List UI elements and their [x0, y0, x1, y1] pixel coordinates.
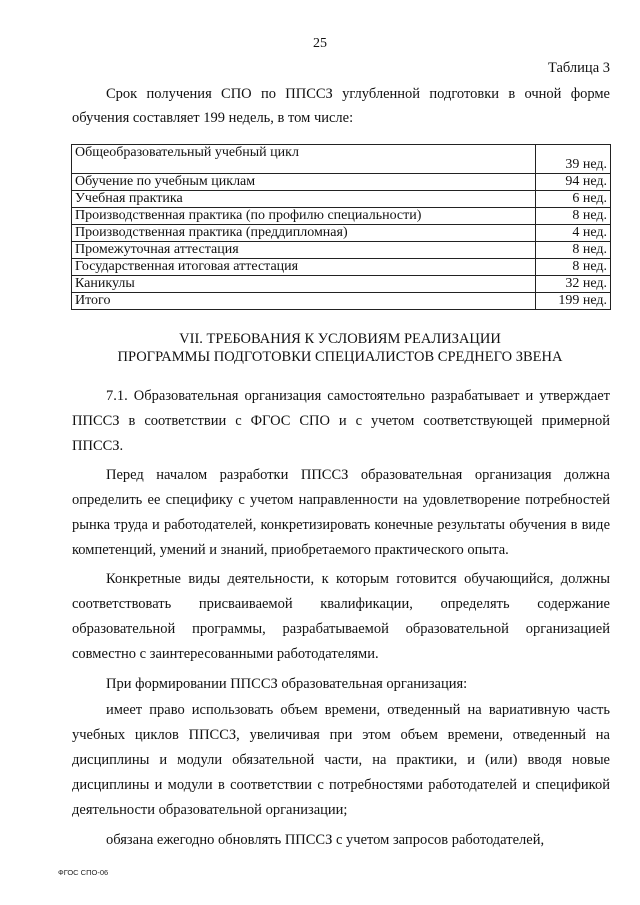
- row-name: Итого: [72, 293, 536, 310]
- page-number: 25: [313, 36, 327, 51]
- row-value: 8 нед.: [536, 259, 611, 276]
- row-name: Производственная практика (по профилю специальности): [72, 208, 536, 225]
- row-value: 199 нед.: [536, 293, 611, 310]
- section-title-line-2: ПРОГРАММЫ ПОДГОТОВКИ СПЕЦИАЛИСТОВ СРЕДНЕГО ЗВЕНА: [117, 349, 563, 365]
- row-value: 8 нед.: [536, 242, 611, 259]
- row-name: Учебная практика: [72, 191, 536, 208]
- table-row: [72, 225, 611, 242]
- row-name: Обучение по учебным циклам: [72, 174, 536, 191]
- row-value: 94 нед.: [536, 174, 611, 191]
- intro-paragraph: Срок получения СПО по ППССЗ углубленной подготовки в очной форме обучения составляет 199 недель, в том числе:: [72, 86, 610, 126]
- paragraph: Конкретные виды деятельности, к которым готовится обучающийся, должны соответствовать присваиваемой квалификации, определять содержание образовательной программы, разрабатываемой образовательной организацией совместно с заинтересованными работодателями.: [72, 571, 610, 662]
- table-row: [72, 276, 611, 293]
- paragraph: имеет право использовать объем времени, отведенный на вариативную часть учебных циклов ППССЗ, увеличивая при этом объем времени, отведенный на дисциплины и модули обязательной части, на практики, и (или) вводя новые дисциплины и модули в соответствии с потребностями работодателей и спецификой деятельности образовательной организации;: [72, 702, 610, 818]
- row-name: Промежуточная аттестация: [72, 242, 536, 259]
- section-title-line-1: VII. ТРЕБОВАНИЯ К УСЛОВИЯМ РЕАЛИЗАЦИИ: [179, 331, 501, 347]
- table-row: [72, 242, 611, 259]
- row-name: Государственная итоговая аттестация: [72, 259, 536, 276]
- table-row: [72, 191, 611, 208]
- table-label: Таблица 3: [547, 60, 610, 76]
- row-value: 39 нед.: [536, 145, 611, 174]
- paragraph: 7.1. Образовательная организация самостоятельно разрабатывает и утверждает ППССЗ в соответствии с ФГОС СПО и с учетом соответствующей примерной ППССЗ.: [72, 388, 610, 454]
- row-value: 32 нед.: [536, 276, 611, 293]
- row-value: 8 нед.: [536, 208, 611, 225]
- weeks-table: [71, 144, 611, 310]
- paragraph: При формировании ППССЗ образовательная организация:: [106, 676, 468, 692]
- section-title: [0, 330, 640, 366]
- paragraph: Перед началом разработки ППССЗ образовательная организация должна определить ее специфику с учетом направленности на удовлетворение потребностей рынка труда и работодателей, конкретизировать конечные результаты обучения в виде компетенций, умений и знаний, приобретаемого практического опыта.: [72, 467, 610, 558]
- footer-code: ФГОС СПО-06: [58, 868, 109, 877]
- table-row: [72, 259, 611, 276]
- table-row: [72, 174, 611, 191]
- row-value: 4 нед.: [536, 225, 611, 242]
- row-name: Общеобразовательный учебный цикл: [72, 145, 536, 174]
- row-name: Каникулы: [72, 276, 536, 293]
- table-row: [72, 208, 611, 225]
- row-value: 6 нед.: [536, 191, 611, 208]
- table-row: [72, 145, 611, 174]
- table-row: [72, 293, 611, 310]
- row-name: Производственная практика (преддипломная): [72, 225, 536, 242]
- paragraph: обязана ежегодно обновлять ППССЗ с учетом запросов работодателей,: [106, 832, 545, 848]
